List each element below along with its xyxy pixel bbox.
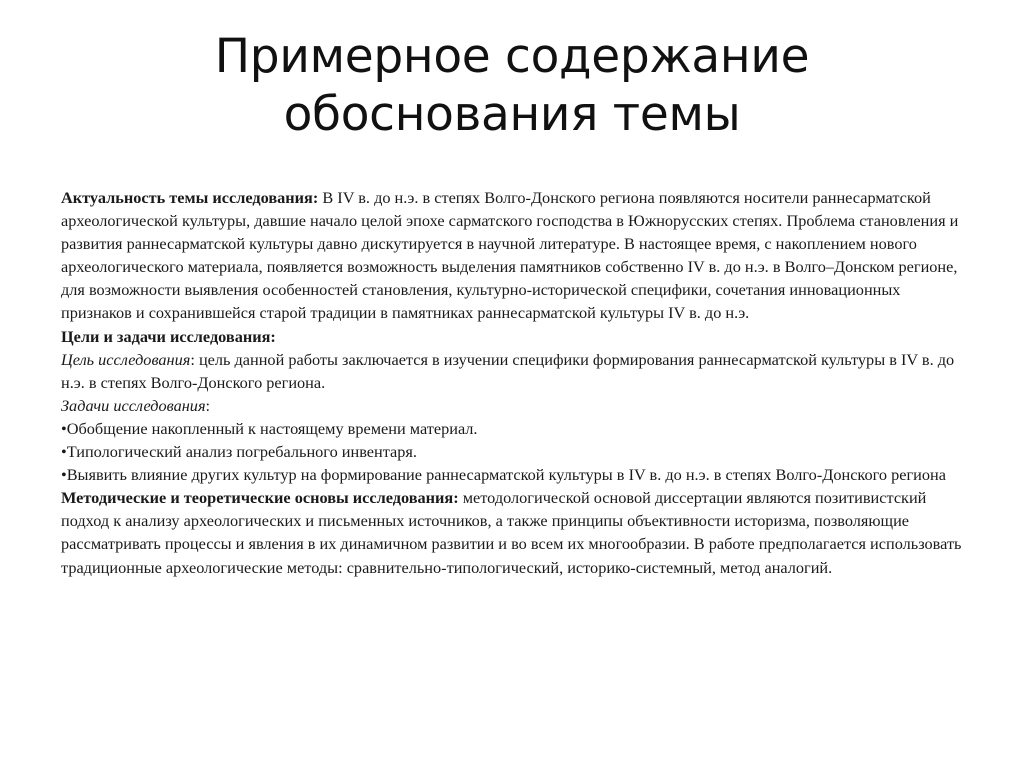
methods-heading: Методические и теоретические основы исследования: (61, 488, 459, 508)
goal-label: Цель исследования (61, 349, 191, 369)
tasks-heading (61, 394, 971, 417)
tasks-colon: : (205, 395, 211, 415)
goals-heading: Цели и задачи исследования: (61, 326, 276, 346)
relevance-paragraph (61, 186, 971, 325)
goal-text: : цель данной работы заключается в изучении специфики формирования раннесарматской культуры в IV в. до н.э. в степях Волго-Донского региона. (61, 349, 955, 392)
title-line-1: Примерное содержание (214, 29, 810, 84)
tasks-label: Задачи исследования (61, 395, 206, 415)
relevance-text: В IV в. до н.э. в степях Волго-Донского региона появляются носители раннесарматской археологической культуры, давшие начало целой эпохе сарматского господства в Южнорусских степях. Проблема становления и развития раннесарматской культуры давно дискутируется в научной литературе. В настоящее время, с накоплением нового археологического материала, появляется возможность выделения памятников собственно IV в. до н.э. в Волго–Донском регионе, для возможности выявления особенностей становления, культурно-исторической специфики, сочетания инновационных признаков и сохранившейся старой традиции в памятниках раннесарматской культуры IV в. до н.э. (61, 188, 959, 323)
relevance-heading: Актуальность темы исследования: (61, 188, 319, 207)
slide-title (0, 28, 1024, 144)
task-item: •Обобщение накопленный к настоящему времени материал. (61, 418, 478, 438)
task-item: •Выявить влияние других культур на формирование раннесарматской культуры в IV в. до н.э. в степях Волго-Донского региона (61, 465, 946, 485)
title-line-2: обоснования темы (283, 87, 741, 142)
methods-text: методологической основой диссертации являются позитивистский подход к анализу археологических и письменных источников, а также принципы объективности историзма, позволяющие рассматривать процессы и явления в их динамичном развитии и во всем их многообразии. В работе предполагается использовать традиционные археологические методы: сравнительно-типологический, историко-системный, метод аналогий. (61, 488, 962, 577)
slide-body (61, 186, 971, 579)
task-item: •Типологический анализ погребального инвентаря. (61, 442, 417, 462)
goal-paragraph (61, 348, 971, 394)
methods-paragraph (61, 486, 971, 578)
